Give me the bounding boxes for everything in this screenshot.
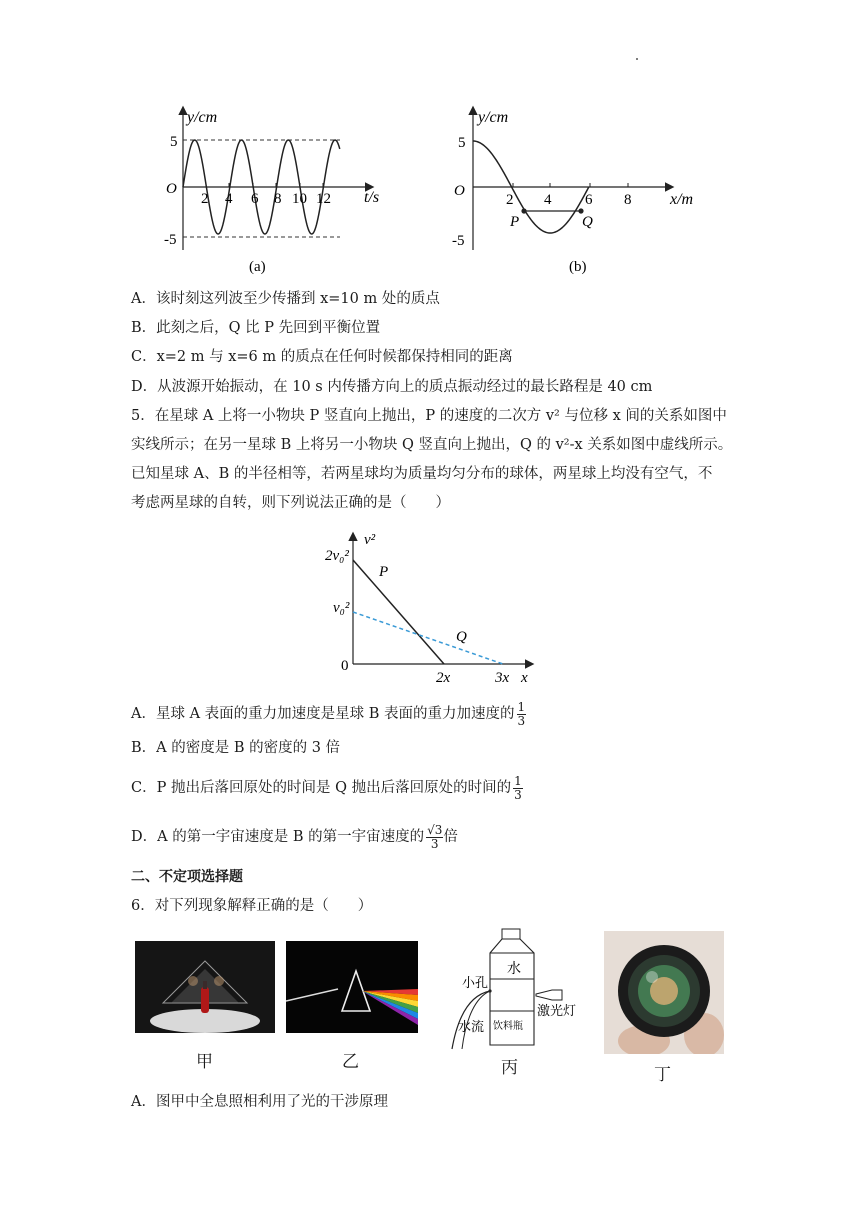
q5-option-a: A．星球 A 表面的重力加速度是星球 B 表面的重力加速度的 $\frac{1}{3}$ (131, 699, 526, 728)
graph-b-label-q: Q (582, 214, 593, 230)
graph-b (440, 100, 710, 280)
graph-b-yneg: -5 (452, 233, 465, 249)
q5-option-b: B．A 的密度是 B 的密度的 3 倍 (131, 740, 341, 756)
graph-a-caption: (a) (249, 259, 266, 275)
graph-a-xlabel: t/s (364, 189, 380, 206)
graph-b-origin: O (454, 183, 465, 199)
graph-b-ypos: 5 (458, 135, 466, 151)
graph-a-tick-6: 6 (251, 191, 259, 207)
q5-stem-line4: 考虑两星球的自转，则下列说法正确的是（ ） (131, 495, 450, 511)
q5-option-d: D．A 的第一宇宙速度是 B 的第一宇宙速度的 $\frac{√3}{3}$ 倍 (131, 822, 458, 851)
q6-stem: 6．对下列现象解释正确的是（ ） (131, 898, 373, 914)
graph-a-tick-8: 8 (274, 191, 282, 207)
photo-hologram (135, 941, 275, 1033)
graph-b-caption: (b) (569, 259, 587, 275)
graph-v2-xlabel: x (521, 670, 528, 686)
photo-lens (604, 931, 724, 1054)
q4-option-b: B．此刻之后，Q 比 P 先回到平衡位置 (131, 320, 381, 336)
graph-a-tick-2: 2 (201, 191, 209, 207)
caption-jia: 甲 (196, 1052, 213, 1072)
graph-a-tick-10: 10 (292, 191, 307, 207)
label-hole: 小孔 (462, 975, 489, 990)
graph-v2-x (320, 520, 550, 690)
section-title: 二、不定项选择题 (131, 869, 243, 885)
label-bottle: 饮料瓶 (493, 1021, 523, 1032)
label-laser: 激光灯 (537, 1003, 577, 1018)
q6-option-a: A．图甲中全息照相利用了光的干涉原理 (131, 1094, 388, 1110)
q5-stem-line1: 5．在星球 A 上将一小物块 P 竖直向上抛出，P 的速度的二次方 v² 与位移 x 间的关系如图中 (131, 408, 727, 424)
graph-b-tick-4: 4 (544, 192, 552, 208)
q5-stem-line2: 实线所示；在另一星球 B 上将另一小物块 Q 竖直向上抛出，Q 的 v²-x 关系如图中虚线所示。 (131, 437, 733, 453)
graph-b-tick-8: 8 (624, 192, 632, 208)
graph-a-origin: O (166, 181, 177, 197)
graph-v2-x2: 3x (495, 670, 510, 686)
q5-stem-line3: 已知星球 A、B 的半径相等，若两星球均为质量均匀分布的球体，两星球上均没有空气，不 (131, 466, 713, 482)
graph-v2-label-p: P (379, 564, 389, 580)
graph-b-xlabel: x/m (670, 191, 694, 208)
q4-option-d: D．从波源开始振动，在 10 s 内传播方向上的质点振动经过的最长路程是 40 cm (131, 379, 653, 395)
q4-option-a: A．该时刻这列波至少传播到 x=10 m 处的质点 (131, 291, 440, 307)
graph-b-tick-2: 2 (506, 192, 514, 208)
graph-b-label-p: P (510, 214, 520, 230)
graph-b-point-q (578, 208, 583, 213)
graph-a-yneg: -5 (164, 232, 177, 248)
graph-b-point-p (521, 208, 526, 213)
fraction-one-third: $\frac{1}{3}$ (517, 699, 526, 728)
caption-yi: 乙 (342, 1052, 359, 1072)
graph-b-tick-6: 6 (585, 192, 593, 208)
label-stream: 水流 (458, 1019, 485, 1034)
photo-prism (286, 941, 418, 1033)
label-water: 水 (507, 962, 521, 977)
graph-v2-ymid: v₀² (333, 600, 350, 616)
caption-ding: 丁 (654, 1065, 671, 1085)
graph-b-ylabel: y/cm (478, 109, 509, 126)
graph-v2-line-q (353, 612, 503, 664)
graph-a (150, 100, 390, 280)
graph-v2-label-q: Q (456, 629, 467, 645)
bottle-diagram (440, 925, 590, 1053)
graph-a-tick-12: 12 (316, 191, 331, 207)
page-dot (636, 58, 638, 60)
graph-v2-x1: 2x (436, 670, 451, 686)
graph-v2-origin: 0 (341, 658, 349, 674)
graph-v2-ylabel: v² (364, 532, 376, 548)
graph-a-ylabel: y/cm (187, 109, 218, 126)
fraction-one-third: $\frac{1}{3}$ (514, 773, 522, 802)
graph-a-tick-4: 4 (225, 191, 233, 207)
q5-option-c: C．P 抛出后落回原处的时间是 Q 抛出后落回原处的时间的 $\frac{1}{3}$ (131, 773, 522, 802)
fraction-sqrt3-over-3: $\frac{√3}{3}$ (427, 822, 443, 851)
graph-v2-ytop: 2v₀² (325, 548, 349, 564)
graph-v2-line-p (353, 560, 444, 664)
q4-option-c: C．x=2 m 与 x=6 m 的质点在任何时候都保持相同的距离 (131, 349, 513, 365)
caption-bing: 丙 (501, 1058, 518, 1078)
graph-a-ypos: 5 (170, 134, 178, 150)
